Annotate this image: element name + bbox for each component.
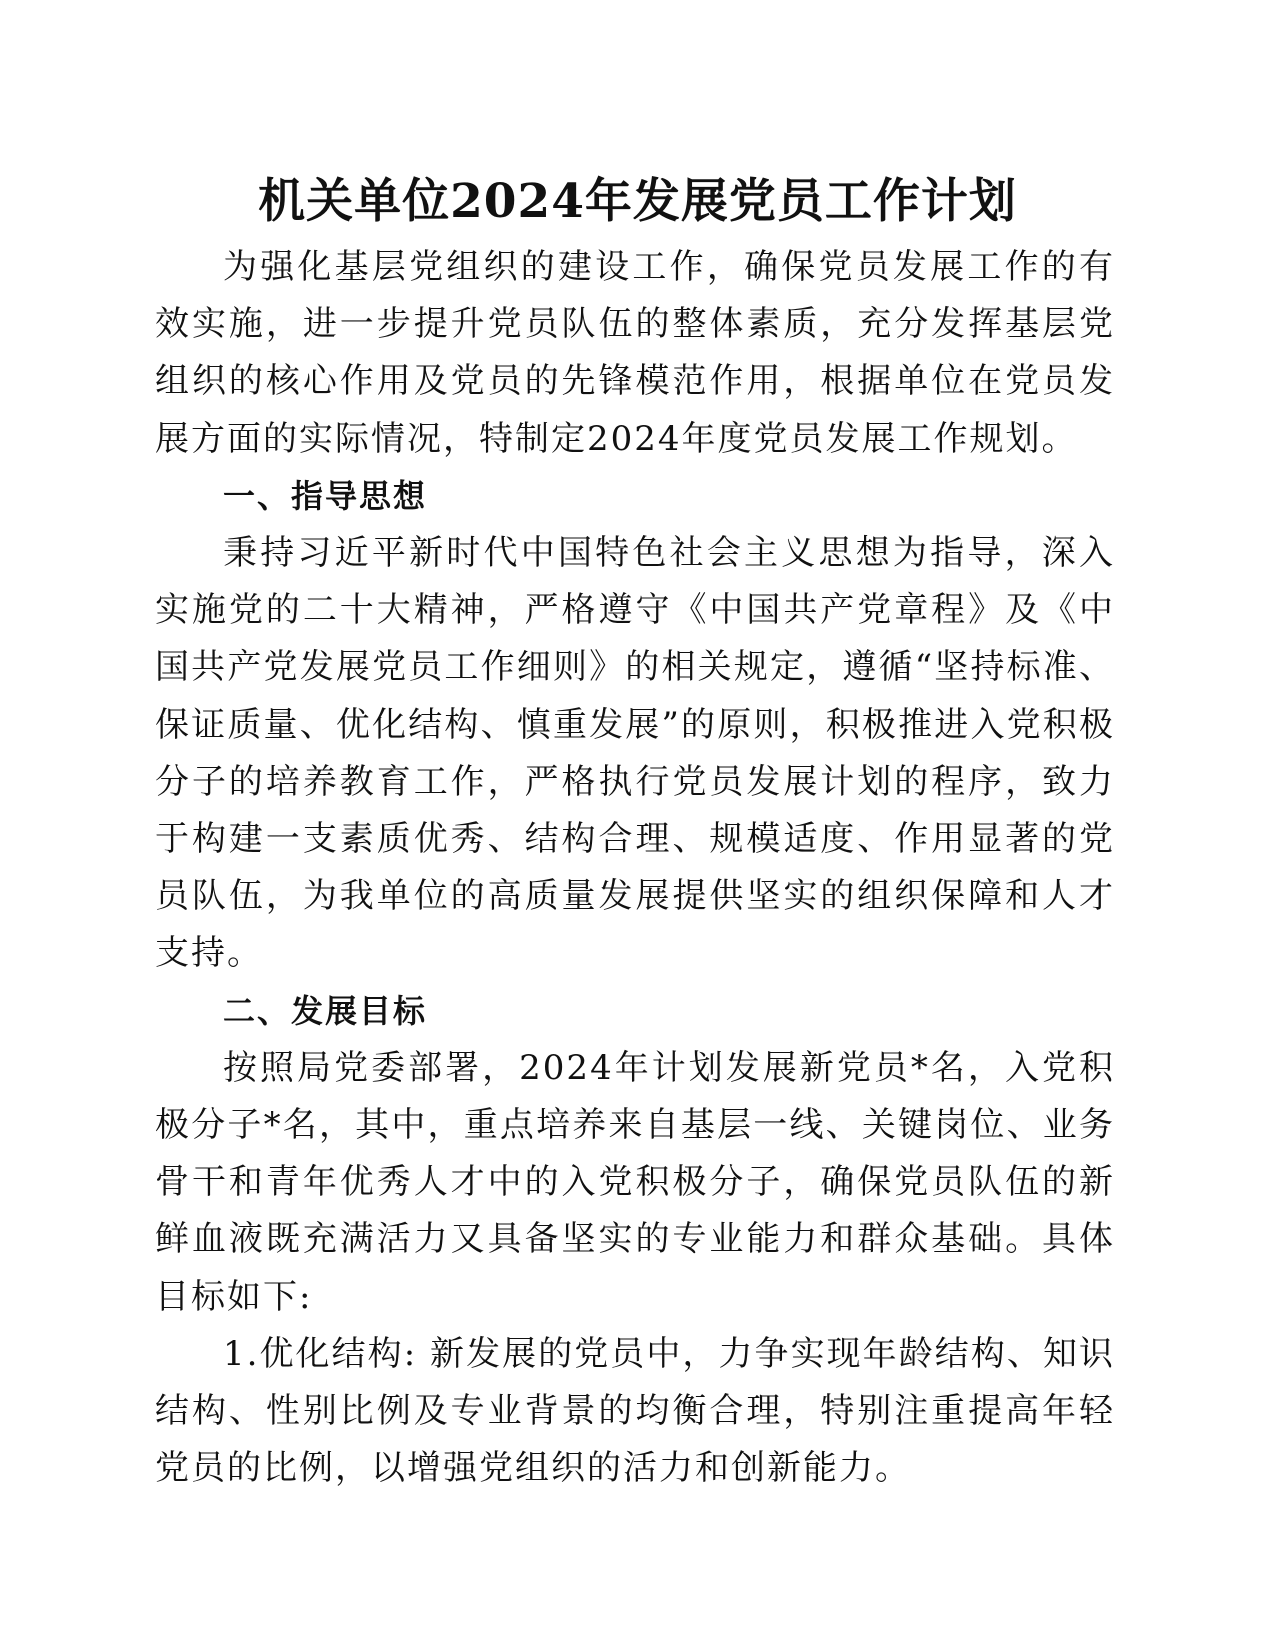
section-heading-guiding-ideology: 一、指导思想 xyxy=(223,476,428,515)
section-heading-development-goals: 二、发展目标 xyxy=(223,991,428,1030)
document-title: 机关单位2024年发展党员工作计划 xyxy=(258,174,1017,229)
intro-paragraph: 为强化基层党组织的建设工作，确保党员发展工作的有效实施，进一步提升党员队伍的整体素质，充分发挥基层党组织的核心作用及党员的先锋模范作用，根据单位在党员发展方面的实际情况，特制定2024年度党员发展工作规划。 xyxy=(155,247,1115,459)
goal-item-optimize-structure: 1.优化结构: 新发展的党员中，力争实现年龄结构、知识结构、性别比例及专业背景的均衡合理，特别注重提高年轻党员的比例，以增强党组织的活力和创新能力。 xyxy=(155,1333,1115,1489)
guiding-ideology-paragraph: 秉持习近平新时代中国特色社会主义思想为指导，深入实施党的二十大精神，严格遵守《中国共产党章程》及《中国共产党发展党员工作细则》的相关规定，遵循“坚持标准、保证质量、优化结构、慎重发展”的原则，积极推进入党积极分子的培养教育工作，严格执行党员发展计划的程序，致力于构建一支素质优秀、结构合理、规模适度、作用显著的党员队伍，为我单位的高质量发展提供坚实的组织保障和人才支持。 xyxy=(155,533,1115,974)
document-body xyxy=(155,239,1115,1497)
development-goals-paragraph: 按照局党委部署，2024年计划发展新党员*名，入党积极分子*名，其中，重点培养来自基层一线、关键岗位、业务骨干和青年优秀人才中的入党积极分子，确保党员队伍的新鲜血液既充满活力又具备坚实的专业能力和群众基础。具体目标如下: xyxy=(155,1047,1115,1317)
